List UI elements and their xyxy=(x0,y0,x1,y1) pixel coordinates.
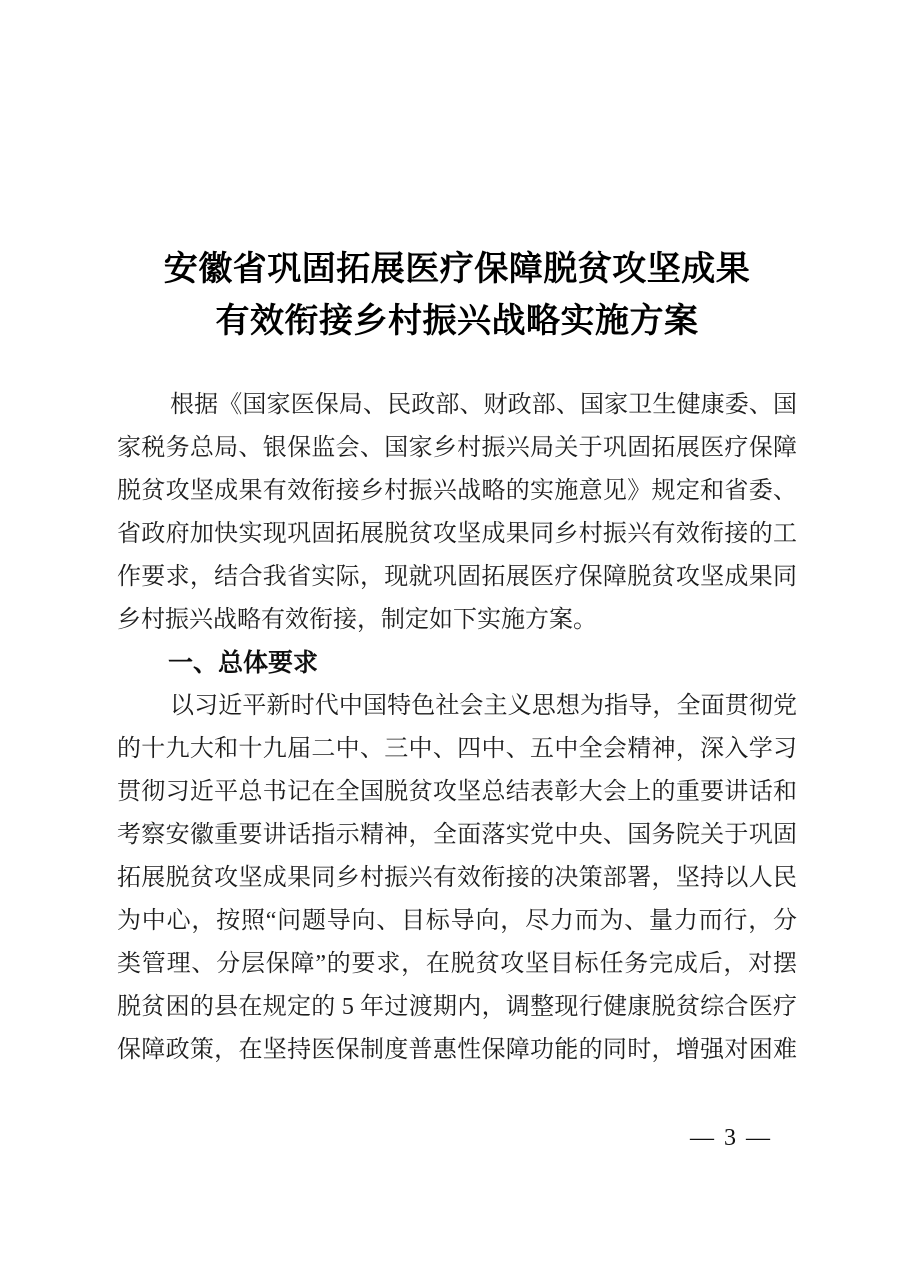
paragraph2-line: 类管理、分层保障”的要求，在脱贫攻坚目标任务完成后，对摆 xyxy=(117,951,797,977)
page-number: — 3 — xyxy=(690,1125,772,1151)
paragraph2-line: 以习近平新时代中国特色社会主义思想为指导，全面贯彻党 xyxy=(170,693,797,719)
paragraph1-line: 根据《国家医保局、民政部、财政部、国家卫生健康委、国 xyxy=(170,392,797,418)
paragraph2-line: 为中心，按照“问题导向、目标导向，尽力而为、量力而行，分 xyxy=(117,908,797,934)
paragraph2-line: 贯彻习近平总书记在全国脱贫攻坚总结表彰大会上的重要讲话和 xyxy=(117,779,797,805)
paragraph1-line: 家税务总局、银保监会、国家乡村振兴局关于巩固拓展医疗保障 xyxy=(117,435,797,461)
paragraph2-line: 考察安徽重要讲话指示精神，全面落实党中央、国务院关于巩固 xyxy=(117,822,797,848)
paragraph1-line: 省政府加快实现巩固拓展脱贫攻坚成果同乡村振兴有效衔接的工 xyxy=(117,521,797,547)
paragraph2-line: 的十九大和十九届二中、三中、四中、五中全会精神，深入学习 xyxy=(117,736,797,762)
paragraph2-line: 脱贫困的县在规定的 5 年过渡期内，调整现行健康脱贫综合医疗 xyxy=(117,994,797,1020)
paragraph2-line: 保障政策，在坚持医保制度普惠性保障功能的同时，增强对困难 xyxy=(117,1037,797,1063)
document-title xyxy=(117,244,797,348)
paragraph1-line: 乡村振兴战略有效衔接，制定如下实施方案。 xyxy=(117,607,597,633)
paragraph1-line: 脱贫攻坚成果有效衔接乡村振兴战略的实施意见》规定和省委、 xyxy=(117,478,797,504)
title-line-1: 安徽省巩固拓展医疗保障脱贫攻坚成果 xyxy=(163,251,751,288)
paragraph2-line: 拓展脱贫攻坚成果同乡村振兴有效衔接的决策部署，坚持以人民 xyxy=(117,865,797,891)
title-line-2: 有效衔接乡村振兴战略实施方案 xyxy=(215,303,699,340)
paragraph1-line: 作要求，结合我省实际，现就巩固拓展医疗保障脱贫攻坚成果同 xyxy=(117,564,797,590)
section-heading: 一、总体要求 xyxy=(168,649,319,677)
document-body xyxy=(117,384,797,1072)
